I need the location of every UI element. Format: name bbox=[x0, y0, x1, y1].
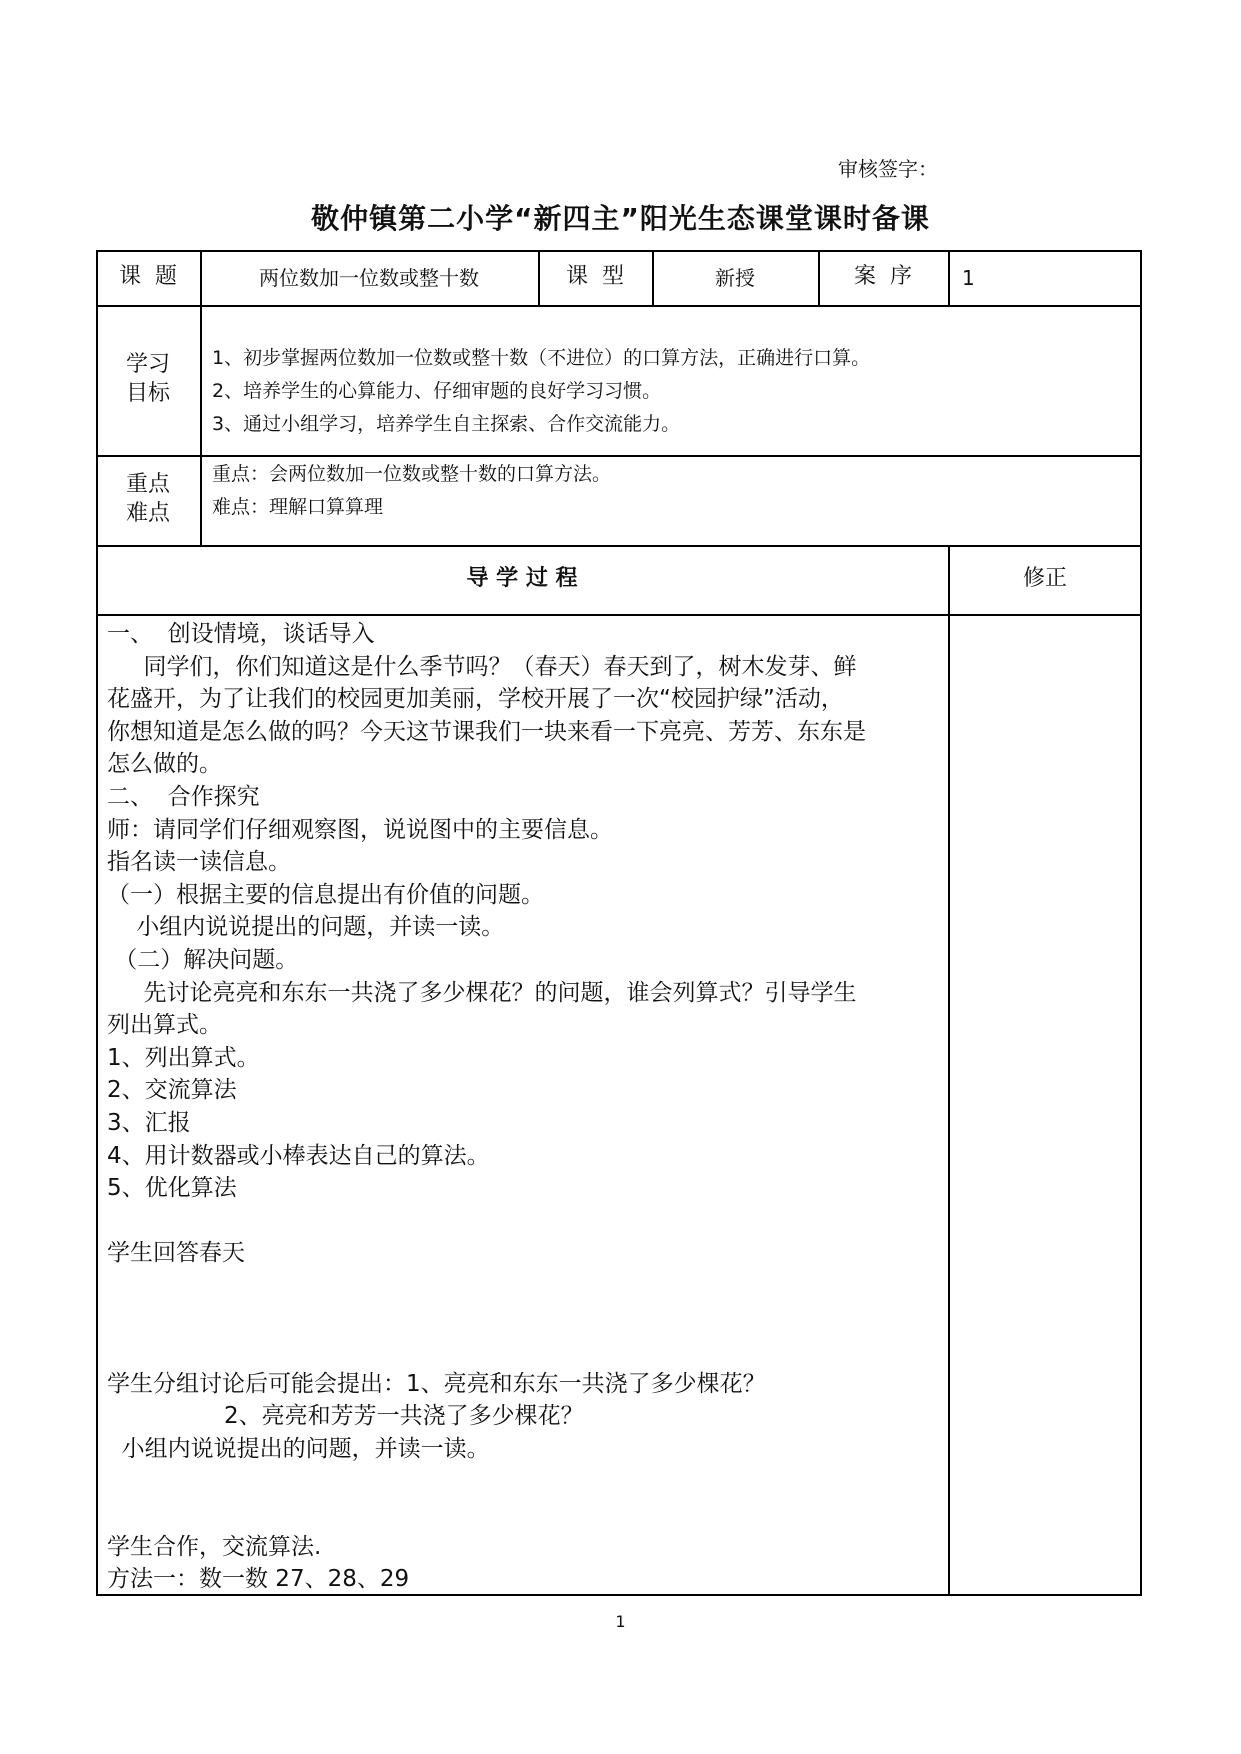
objectives-label-line1: 学习 bbox=[125, 352, 170, 378]
table-divider bbox=[948, 250, 950, 305]
process-line bbox=[107, 1498, 953, 1531]
process-line bbox=[107, 1465, 953, 1498]
process-heading: 导 学 过 程 bbox=[466, 566, 578, 592]
objective-item: 3、通过小组学习，培养学生自主探索、合作交流能力。 bbox=[212, 413, 681, 435]
process-line bbox=[107, 1270, 953, 1303]
objective-item: 2、培养学生的心算能力、仔细审题的良好学习习惯。 bbox=[212, 380, 662, 402]
process-line: （二）解决问题。 bbox=[107, 946, 299, 973]
objectives-label-line2: 目标 bbox=[125, 381, 170, 406]
process-line: 指名读一读信息。 bbox=[107, 849, 291, 876]
process-line: 师：请同学们仔细观察图，说说图中的主要信息。 bbox=[107, 816, 613, 843]
process-line: 花盛开，为了让我们的校园更加美丽，学校开展了一次“校园护绿”活动， bbox=[107, 686, 844, 713]
process-line: 2、亮亮和芳芳一共浇了多少棵花？ bbox=[107, 1403, 584, 1430]
process-line: 1、列出算式。 bbox=[107, 1044, 260, 1071]
process-line bbox=[107, 1302, 953, 1335]
objectives-list bbox=[212, 342, 942, 441]
process-line: （一）根据主要的信息提出有价值的问题。 bbox=[107, 881, 544, 908]
signature-label: 审核签字： bbox=[838, 157, 938, 181]
process-line: 3、汇报 bbox=[107, 1109, 191, 1136]
process-line: 先讨论亮亮和东东一共浇了多少棵花？的问题，谁会列算式？引导学生 bbox=[107, 979, 857, 1006]
key-points-label-line1: 重点 bbox=[125, 472, 170, 498]
process-line bbox=[107, 1335, 953, 1368]
process-line: 小组内说说提出的问题，并读一读。 bbox=[107, 1435, 490, 1462]
case-value: 1 bbox=[962, 265, 975, 290]
process-line: 二、 合作探究 bbox=[107, 783, 260, 810]
process-line: 一、 创设情境，谈话导入 bbox=[107, 621, 375, 647]
process-line bbox=[107, 1205, 953, 1238]
process-line: 学生分组讨论后可能会提出：1、亮亮和东东一共浇了多少棵花？ bbox=[107, 1370, 766, 1397]
process-line: 2、交流算法 bbox=[107, 1077, 237, 1104]
process-line: 你想知道是怎么做的吗？今天这节课我们一块来看一下亮亮、芳芳、东东是 bbox=[107, 718, 866, 745]
key-points-list bbox=[212, 458, 942, 524]
page-title: 敬仲镇第二小学“新四主”阳光生态课堂课时备课 bbox=[311, 202, 930, 235]
page-number: 1 bbox=[615, 1612, 626, 1631]
process-line: 小组内说说提出的问题，并读一读。 bbox=[107, 914, 505, 941]
process-body bbox=[107, 618, 953, 1596]
type-value: 新授 bbox=[715, 265, 755, 290]
key-point-item: 重点：会两位数加一位数或整十数的口算方法。 bbox=[212, 463, 612, 485]
key-points-label bbox=[96, 455, 200, 545]
objective-item: 1、初步掌握两位数加一位数或整十数（不进位）的口算方法，正确进行口算。 bbox=[212, 347, 871, 369]
type-label: 课 型 bbox=[566, 264, 624, 290]
process-line: 怎么做的。 bbox=[107, 751, 222, 778]
process-line: 4、用计数器或小棒表达自己的算法。 bbox=[107, 1142, 490, 1169]
topic-value: 两位数加一位数或整十数 bbox=[259, 265, 479, 290]
objectives-label bbox=[96, 305, 200, 455]
table-divider bbox=[96, 455, 1142, 457]
process-line: 方法一：数一数 27、28、29 bbox=[107, 1566, 410, 1593]
process-line: 同学们，你们知道这是什么季节吗？（春天）春天到了，树木发芽、鲜 bbox=[107, 653, 857, 680]
process-line: 5、优化算法 bbox=[107, 1175, 237, 1202]
table-divider bbox=[96, 614, 1142, 616]
key-points-label-line2: 难点 bbox=[125, 501, 170, 526]
correction-heading: 修正 bbox=[1022, 566, 1067, 592]
process-line: 学生回答春天 bbox=[107, 1240, 245, 1267]
case-label: 案 序 bbox=[854, 264, 912, 290]
table-divider bbox=[96, 305, 1142, 307]
process-line: 学生合作，交流算法. bbox=[107, 1533, 322, 1560]
key-point-item: 难点：理解口算算理 bbox=[212, 496, 384, 518]
topic-label: 课 题 bbox=[119, 264, 177, 290]
process-line: 列出算式。 bbox=[107, 1012, 222, 1039]
